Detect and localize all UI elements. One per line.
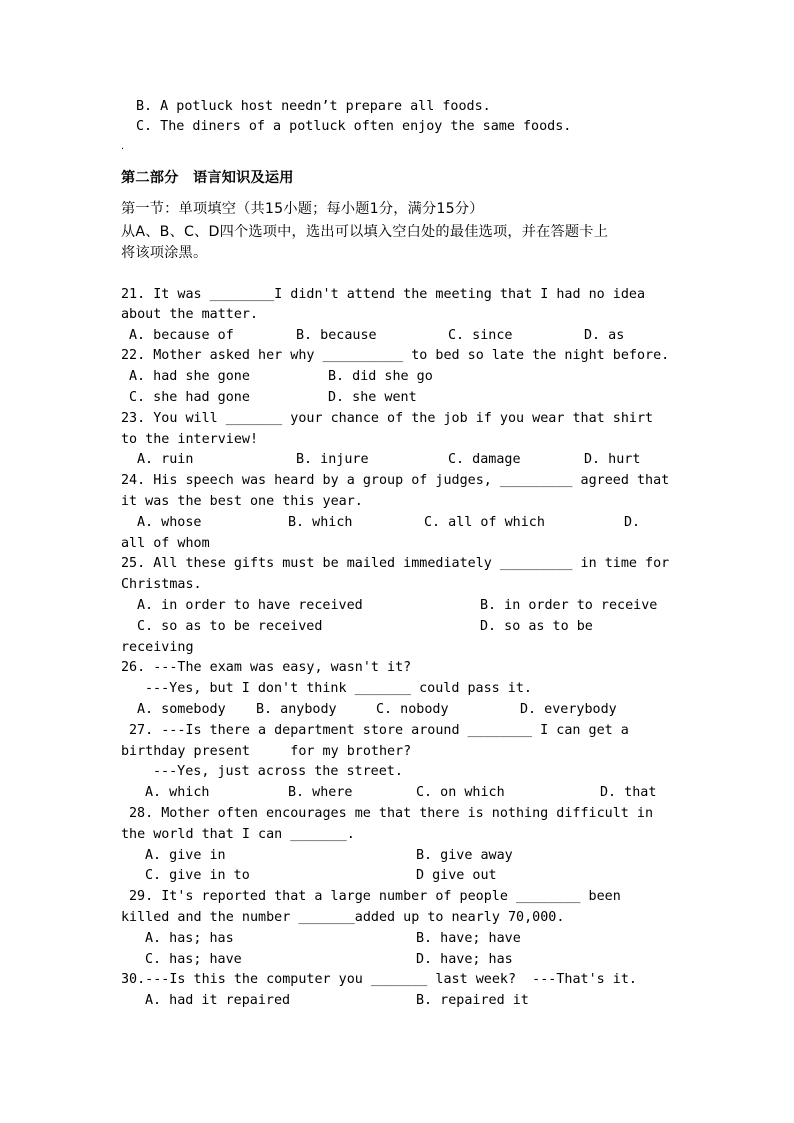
q27-option-a: A. which xyxy=(145,785,210,800)
q24-option-c: C. all of which xyxy=(424,515,545,530)
q29-option-b: B. have; have xyxy=(416,931,521,946)
q26-option-a: A. somebody xyxy=(137,702,226,717)
q24-stem-cont: it was the best one this year. xyxy=(121,494,363,509)
q25-option-b: B. in order to receive xyxy=(480,598,658,613)
q26-option-d: D. everybody xyxy=(520,702,617,717)
q27-option-d: D. that xyxy=(600,785,657,800)
q30-option-a: A. had it repaired xyxy=(145,993,291,1008)
q24-stem: 24. His speech was heard by a group of judges, _________ agreed that xyxy=(121,473,670,488)
q25-stem-cont: Christmas. xyxy=(121,577,202,592)
q27-stem-cont: birthday present for my brother? xyxy=(121,744,412,759)
q23-option-c: C. damage xyxy=(448,452,521,467)
q21-stem: 21. It was ________I didn't attend the meeting that I had no idea xyxy=(121,287,646,302)
q29-option-c: C. has; have xyxy=(145,952,242,967)
prev-option-c: C. The diners of a potluck often enjoy the same foods. xyxy=(136,119,572,134)
q23-option-d: D. hurt xyxy=(584,452,641,467)
q22-option-d: D. she went xyxy=(328,390,417,405)
q21-option-b: B. because xyxy=(296,328,377,343)
q26-option-c: C. nobody xyxy=(376,702,449,717)
q24-option-b: B. which xyxy=(288,515,353,530)
instruction-line-2: 将该项涂黑。 xyxy=(121,245,208,261)
q25-option-c: C. so as to be received xyxy=(137,619,323,634)
section-title: 第一节：单项填空（共15小题；每小题1分，满分15分） xyxy=(121,201,484,217)
q27-option-c: C. on which xyxy=(416,785,505,800)
prev-option-b: B. A potluck host needn’t prepare all foods. xyxy=(136,99,491,114)
q21-option-a: A. because of xyxy=(129,328,234,343)
q27-answer-line: ---Yes, just across the street. xyxy=(153,764,403,779)
q21-option-c: C. since xyxy=(448,328,513,343)
q26-stem-cont: ---Yes, but I don't think _______ could pass it. xyxy=(145,681,532,696)
q21-stem-cont: about the matter. xyxy=(121,307,259,322)
q27-option-b: B. where xyxy=(288,785,353,800)
q23-option-b: B. injure xyxy=(296,452,369,467)
q30-stem: 30.---Is this the computer you _______ last week? ---That's it. xyxy=(121,972,637,987)
q28-stem: 28. Mother often encourages me that there is nothing difficult in xyxy=(129,806,654,821)
q25-option-d-cont: receiving xyxy=(121,640,194,655)
q24-option-d-cont: all of whom xyxy=(121,536,210,551)
part-title: 第二部分 语言知识及运用 xyxy=(121,170,294,186)
q25-option-a: A. in order to have received xyxy=(137,598,363,613)
q30-option-b: B. repaired it xyxy=(416,993,529,1008)
q28-stem-cont: the world that I can _______. xyxy=(121,827,355,842)
q25-option-d: D. so as to be xyxy=(480,619,593,634)
q29-stem-cont: killed and the number _______added up to nearly 70,000. xyxy=(121,910,565,925)
q28-option-b: B. give away xyxy=(416,848,513,863)
q28-option-a: A. give in xyxy=(145,848,226,863)
q23-stem-cont: to the interview! xyxy=(121,432,259,447)
q29-stem: 29. It's reported that a large number of people ________ been xyxy=(129,889,621,904)
q28-option-d: D give out xyxy=(416,868,497,883)
q24-option-a: A. whose xyxy=(137,515,202,530)
q26-option-b: B. anybody xyxy=(256,702,337,717)
q22-option-b: B. did she go xyxy=(328,369,433,384)
q25-stem: 25. All these gifts must be mailed immediately _________ in time for xyxy=(121,556,670,571)
q23-stem: 23. You will _______ your chance of the job if you wear that shirt xyxy=(121,411,654,426)
q28-option-c: C. give in to xyxy=(145,868,250,883)
q22-option-a: A. had she gone xyxy=(129,369,250,384)
stray-dot: . xyxy=(121,141,125,152)
q23-option-a: A. ruin xyxy=(137,452,194,467)
q29-option-a: A. has; has xyxy=(145,931,234,946)
q29-option-d: D. have; has xyxy=(416,952,513,967)
instruction-line-1: 从A、B、C、D四个选项中，选出可以填入空白处的最佳选项，并在答题卡上 xyxy=(121,224,609,240)
q22-stem: 22. Mother asked her why __________ to bed so late the night before. xyxy=(121,348,670,363)
q22-option-c: C. she had gone xyxy=(129,390,250,405)
q21-option-d: D. as xyxy=(584,328,625,343)
q27-stem: 27. ---Is there a department store around ________ I can get a xyxy=(129,723,629,738)
q24-option-d: D. xyxy=(624,515,641,530)
q26-stem: 26. ---The exam was easy, wasn't it? xyxy=(121,660,412,675)
